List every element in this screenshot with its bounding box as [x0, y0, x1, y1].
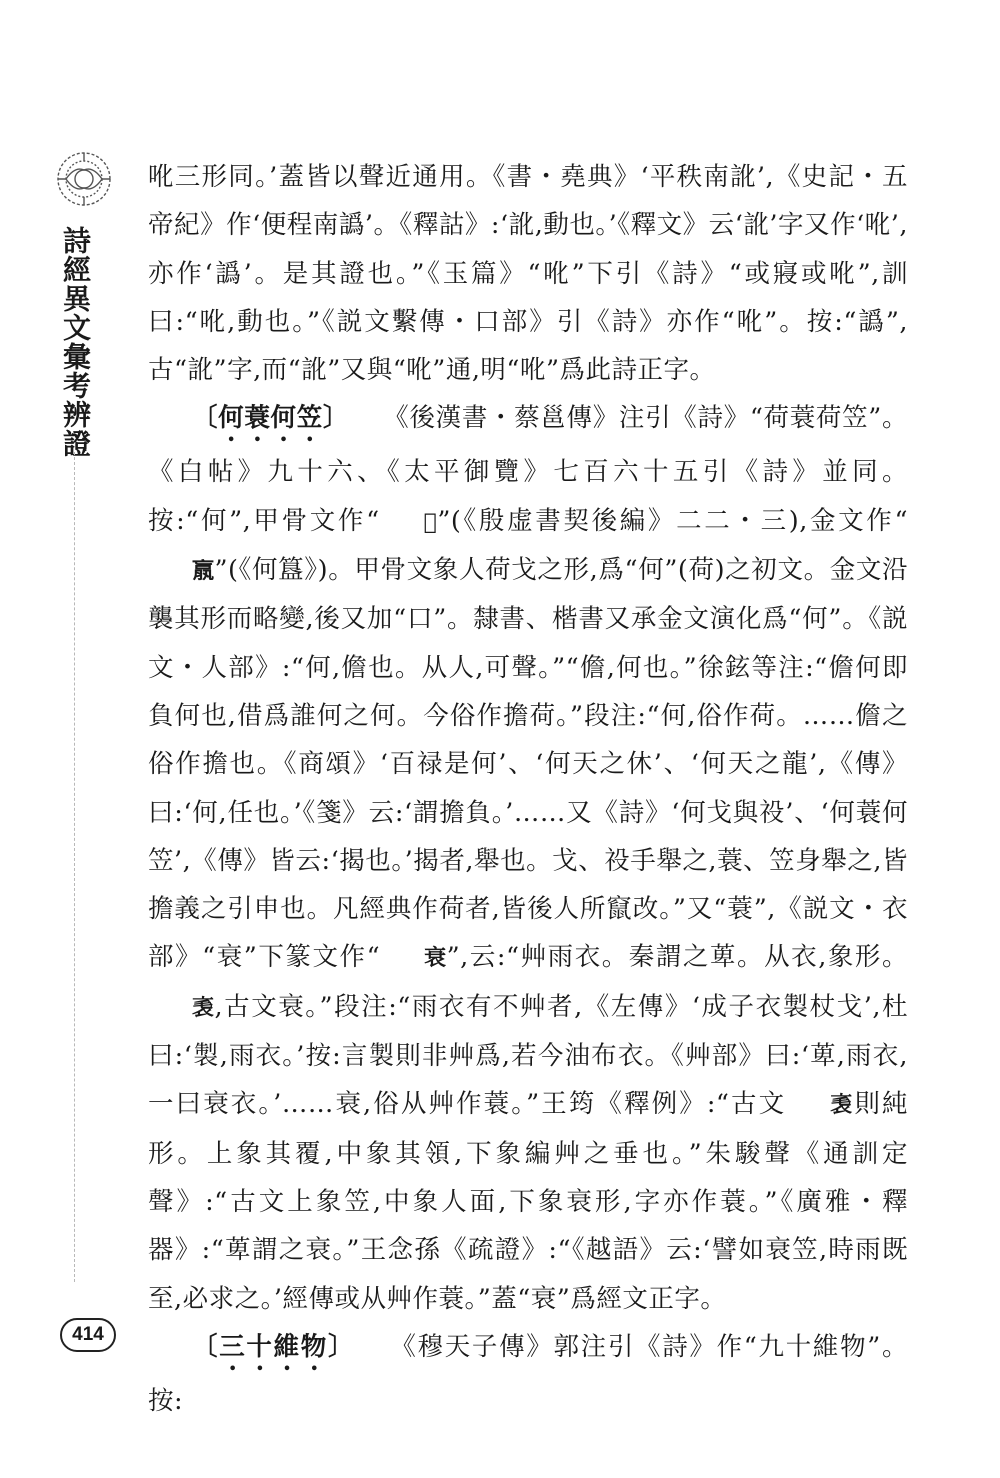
side-book-title: 詩經異文彙考辨證: [59, 226, 92, 458]
entry-text: 《後漢書・蔡邕傳》注引《詩》“荷蓑荷笠”。《白帖》九十六、《太平御覽》七百六十五引《詩》並同。按:“何”,甲骨文作“: [148, 403, 908, 536]
ancient-script-glyph: 𧘝: [192, 994, 215, 1021]
entry-heading: 〔三十維物〕: [192, 1331, 356, 1362]
page-number: 414: [60, 1318, 116, 1352]
paragraph-continued: 吪三形同。’蓋皆以聲近通用。《書・堯典》‘平秩南訛’,《史記・五帝紀》作‘便程南譌’。《釋詁》:‘訛,動也。’《釋文》云‘訛’字又作‘吪’,亦作‘譌’。是其證也。”《玉篇》“吪”下引《詩》“或寢或吪”,訓曰:“吪,動也。”《説文繫傳・口部》引《詩》亦作“吪”。按:“譌”,古“訛”字,而“訛”又與“吪”通,明“吪”爲此詩正字。: [148, 162, 908, 386]
entry-text: ,古文衰。”段注:“雨衣有不艸者,《左傳》‘成子衣製杖戈’,杜曰:‘製,雨衣。’按:言製則非艸爲,若今油布衣。《艸部》曰:‘萆,雨衣,一曰衰衣。’……衰,俗从艸作蓑。”王筠《釋例》:“古文: [148, 991, 908, 1120]
bronze-script-glyph: 𣎆: [192, 558, 215, 585]
oracle-bone-glyph: 𠕉: [423, 508, 438, 535]
entry-text: 《穆天子傳》郭注引《詩》作“九十維物”。按:: [148, 1331, 908, 1416]
entry-he-suo-he-li: [148, 394, 908, 1322]
entry-san-shi-wei-wu: [148, 1323, 908, 1425]
entry-text: ”(《何簋》)。甲骨文象人荷戈之形,爲“何”(荷)之初文。金文沿襲其形而略變,後又加“口”。隸書、楷書又承金文演化爲“何”。《説文・人部》:“何,儋也。从人,可聲。”“儋,何也。”徐鉉等注:“儋何即負何也,借爲誰何之何。今俗作擔荷。”段注:“何,俗作荷。……儋之俗作擔也。《商頌》‘百禄是何’、‘何天之休’、‘何天之龍’,《傳》曰:‘何,任也。’《箋》云:‘謂擔負。’……又《詩》‘何戈與祋’、‘何蓑何笠’,《傳》皆云:‘揭也。’揭者,舉也。戈、祋手舉之,蓑、笠身舉之,皆擔義之引申也。凡經典作荷者,皆後人所竄改。”又“蓑”,《説文・衣部》“衰”下篆文作“: [148, 555, 908, 973]
entry-text: 則純形。上象其覆,中象其領,下象編艸之垂也。”朱駿聲《通訓定聲》:“古文上象笠,中象人面,下象衰形,字亦作蓑。”《廣雅・釋器》:“萆謂之衰。”王念孫《疏證》:“《越語》云:‘譬如衰笠,時雨既至,必求之。’經傳或从艸作蓑。”蓋“衰”爲經文正字。: [148, 1089, 908, 1314]
seal-ornament-icon: [44, 148, 124, 210]
ancient-script-glyph: 𧘝: [830, 1092, 853, 1119]
entry-text: ”(《殷虚書契後編》二二・三),金文作“: [437, 505, 908, 536]
entry-heading: 〔何蓑何笠〕: [192, 403, 350, 434]
seal-script-glyph: 衰: [424, 945, 447, 972]
side-divider: [74, 452, 75, 1282]
entry-text: ”,云:“艸雨衣。秦謂之萆。从衣,象形。: [446, 942, 908, 973]
page-body: [148, 153, 908, 1425]
